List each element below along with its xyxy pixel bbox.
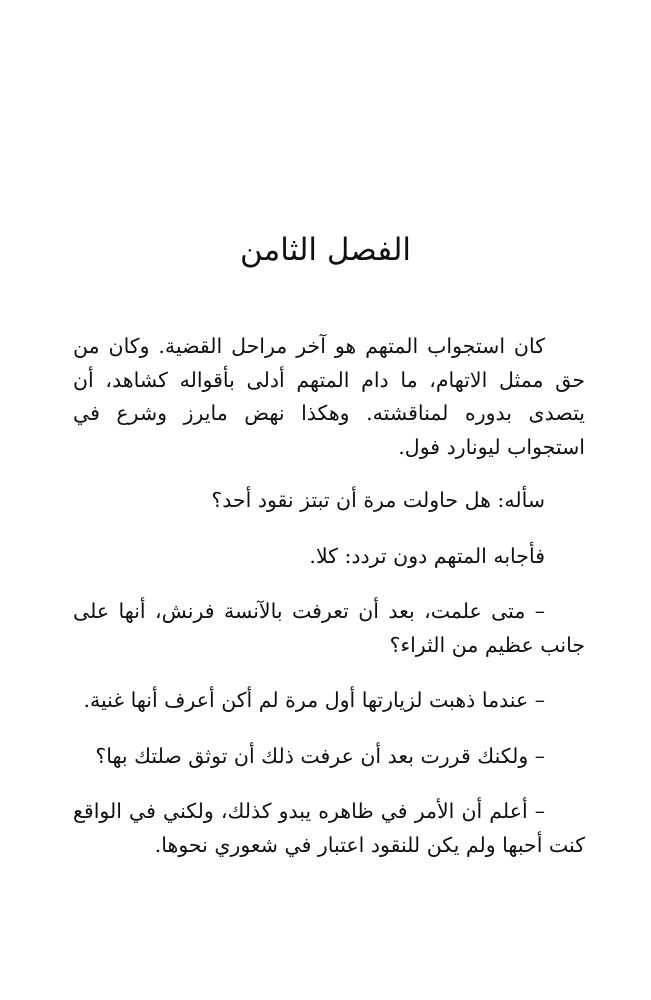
paragraph-answer-no: فأجابه المتهم دون تردد: كلا. xyxy=(309,543,545,568)
paragraph-question-wealth: – متى علمت، بعد أن تعرفت بالآنسة فرنش، أنها على جانب عظيم من الثراء؟ xyxy=(73,599,585,657)
paragraph-answer-love: – أعلم أن الأمر في ظاهره يبدو كذلك، ولكني في الواقع كنت أحبها ولم يكن للنقود اعتبار في شعوري نحوها. xyxy=(73,799,585,857)
chapter-title: الفصل الثامن xyxy=(239,232,411,268)
chapter-body xyxy=(73,330,585,884)
paragraph-question-blackmail: سأله: هل حاولت مرة أن تبتز نقود أحد؟ xyxy=(211,488,545,512)
paragraph-question-relationship: – ولكنك قررت بعد أن عرفت ذلك أن توثق صلتك بها؟ xyxy=(95,743,545,768)
paragraph-intro: كان استجواب المتهم هو آخر مراحل القضية. وكان من حق ممثل الاتهام، ما دام المتهم أدلى بأقواله كشاهد، أن يتصدى بدوره لمناقشته. وهكذا نهض مايرز وشرع في استجواب ليونارد فول. xyxy=(73,334,585,459)
paragraph-answer-first-visit: – عندما ذهبت لزيارتها أول مرة لم أكن أعرف أنها غنية. xyxy=(83,688,545,712)
